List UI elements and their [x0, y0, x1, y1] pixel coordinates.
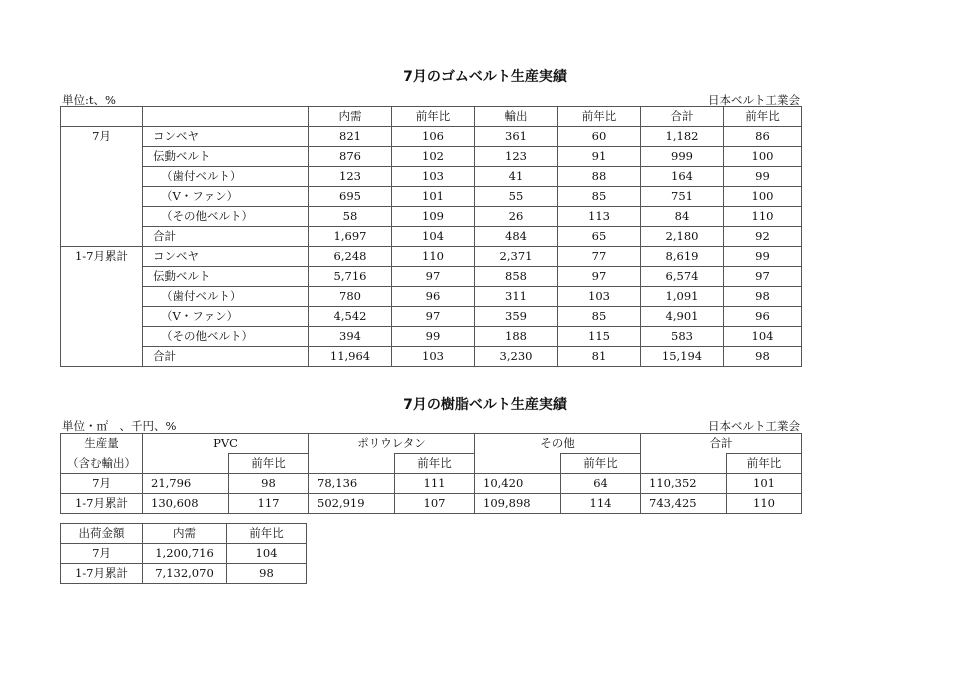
table-row: [61, 187, 802, 207]
table-row: [61, 267, 802, 287]
cell-value: 103: [392, 347, 475, 367]
table-row: [61, 167, 802, 187]
rubber-table: [60, 106, 802, 367]
resin-corner-1: 生産量: [61, 434, 143, 454]
period-label: [61, 347, 143, 367]
cell-value: 123: [309, 167, 392, 187]
table-row: [61, 207, 802, 227]
cell-value: 100: [724, 187, 802, 207]
col-header: 内需: [309, 107, 392, 127]
cell-value: 6,574: [641, 267, 724, 287]
sub-header: 前年比: [561, 454, 641, 474]
cell-value: 2,371: [475, 247, 558, 267]
cell-value: 1,200,716: [143, 544, 227, 564]
row-label: 伝動ベルト: [143, 267, 309, 287]
period-label: [61, 267, 143, 287]
cell-value: 103: [392, 167, 475, 187]
cell-value: 361: [475, 127, 558, 147]
col-header: 前年比: [558, 107, 641, 127]
row-label: （V・ファン）: [143, 187, 309, 207]
period-label: 1-7月累計: [61, 494, 143, 514]
cell-value: 58: [309, 207, 392, 227]
cell-value: 858: [475, 267, 558, 287]
resin-header-row-1: [61, 434, 802, 454]
cell-value: 98: [724, 287, 802, 307]
cell-value: 123: [475, 147, 558, 167]
table-row: [61, 227, 802, 247]
cell-value: 91: [558, 147, 641, 167]
cell-value: 103: [558, 287, 641, 307]
sub-header: 前年比: [229, 454, 309, 474]
resin-table: [60, 433, 802, 514]
row-label: （V・ファン）: [143, 307, 309, 327]
period-label: [61, 227, 143, 247]
cell-value: 695: [309, 187, 392, 207]
resin-org: 日本ベルト工業会: [708, 419, 800, 433]
cell-value: 743,425: [641, 494, 727, 514]
col-header: 出荷金額: [61, 524, 143, 544]
sub-header: 前年比: [395, 454, 475, 474]
cell-value: 751: [641, 187, 724, 207]
cell-value: 98: [229, 474, 309, 494]
resin-unit: 単位・㎡ 、千円、%: [62, 419, 177, 433]
sub-header: 前年比: [727, 454, 802, 474]
rubber-unit: 単位:t、%: [62, 93, 116, 107]
cell-value: 100: [724, 147, 802, 167]
period-label: [61, 327, 143, 347]
cell-value: 101: [392, 187, 475, 207]
row-label: 合計: [143, 347, 309, 367]
cell-value: 111: [395, 474, 475, 494]
cell-value: 4,901: [641, 307, 724, 327]
cat-header-pvc: PVC: [143, 434, 309, 454]
period-label: 1-7月累計: [61, 247, 143, 267]
cell-value: 77: [558, 247, 641, 267]
col-header: 前年比: [392, 107, 475, 127]
cell-value: 92: [724, 227, 802, 247]
cell-value: 130,608: [143, 494, 229, 514]
period-label: [61, 307, 143, 327]
cell-value: 96: [392, 287, 475, 307]
cell-value: 97: [724, 267, 802, 287]
cell-value: 10,420: [475, 474, 561, 494]
cell-value: 97: [392, 267, 475, 287]
period-label: [61, 167, 143, 187]
rubber-header-row: [61, 107, 802, 127]
cell-value: 81: [558, 347, 641, 367]
cell-value: 115: [558, 327, 641, 347]
cell-value: 780: [309, 287, 392, 307]
table-row: [61, 474, 802, 494]
cell-value: 104: [392, 227, 475, 247]
cell-value: 8,619: [641, 247, 724, 267]
cell-value: 876: [309, 147, 392, 167]
row-label: （その他ベルト）: [143, 327, 309, 347]
cell-value: 502,919: [309, 494, 395, 514]
table-row: [61, 494, 802, 514]
rubber-org: 日本ベルト工業会: [708, 93, 800, 107]
cell-value: 6,248: [309, 247, 392, 267]
cell-value: 188: [475, 327, 558, 347]
cell-value: 26: [475, 207, 558, 227]
cell-value: 86: [724, 127, 802, 147]
cell-value: 110: [392, 247, 475, 267]
cell-value: 3,230: [475, 347, 558, 367]
period-label: [61, 207, 143, 227]
row-label: （その他ベルト）: [143, 207, 309, 227]
table-row: [61, 544, 307, 564]
cell-value: 106: [392, 127, 475, 147]
col-header: 内需: [143, 524, 227, 544]
cell-value: 102: [392, 147, 475, 167]
cell-value: 109,898: [475, 494, 561, 514]
cell-value: 113: [558, 207, 641, 227]
cell-value: 55: [475, 187, 558, 207]
cell-value: 97: [558, 267, 641, 287]
table-row: [61, 327, 802, 347]
period-label: [61, 287, 143, 307]
row-label: コンベヤ: [143, 247, 309, 267]
period-label: 7月: [61, 474, 143, 494]
period-label: 7月: [61, 544, 143, 564]
cell-value: 88: [558, 167, 641, 187]
table-row: [61, 147, 802, 167]
cell-value: 96: [724, 307, 802, 327]
cell-value: 109: [392, 207, 475, 227]
period-label: [61, 187, 143, 207]
cell-value: 15,194: [641, 347, 724, 367]
cat-header-polyurethane: ポリウレタン: [309, 434, 475, 454]
cell-value: 97: [392, 307, 475, 327]
table-row: [61, 347, 802, 367]
resin-corner-2: （含む輸出）: [61, 454, 143, 474]
cell-value: 101: [727, 474, 802, 494]
table-row: [61, 307, 802, 327]
row-label: （歯付ベルト）: [143, 287, 309, 307]
cell-value: 999: [641, 147, 724, 167]
col-header: 前年比: [227, 524, 307, 544]
cell-value: 84: [641, 207, 724, 227]
cell-value: 21,796: [143, 474, 229, 494]
cell-value: 110,352: [641, 474, 727, 494]
table-row: [61, 287, 802, 307]
col-header: 前年比: [724, 107, 802, 127]
cell-value: 484: [475, 227, 558, 247]
cat-header-total: 合計: [641, 434, 802, 454]
cell-value: 5,716: [309, 267, 392, 287]
cell-value: 114: [561, 494, 641, 514]
cell-value: 821: [309, 127, 392, 147]
cell-value: 583: [641, 327, 724, 347]
cell-value: 1,091: [641, 287, 724, 307]
cell-value: 11,964: [309, 347, 392, 367]
period-label: [61, 147, 143, 167]
cell-value: 1,182: [641, 127, 724, 147]
cell-value: 164: [641, 167, 724, 187]
cell-value: 7,132,070: [143, 564, 227, 584]
table-row: [61, 247, 802, 267]
row-label: 合計: [143, 227, 309, 247]
cell-value: 41: [475, 167, 558, 187]
cell-value: 107: [395, 494, 475, 514]
rubber-title: 7月のゴムベルト生産実績: [403, 69, 567, 85]
cell-value: 85: [558, 307, 641, 327]
cell-value: 60: [558, 127, 641, 147]
cell-value: 4,542: [309, 307, 392, 327]
row-label: （歯付ベルト）: [143, 167, 309, 187]
cell-value: 78,136: [309, 474, 395, 494]
cell-value: 64: [561, 474, 641, 494]
row-label: 伝動ベルト: [143, 147, 309, 167]
cell-value: 359: [475, 307, 558, 327]
period-label: 1-7月累計: [61, 564, 143, 584]
cell-value: 99: [724, 167, 802, 187]
cell-value: 394: [309, 327, 392, 347]
period-label: 7月: [61, 127, 143, 147]
cell-value: 85: [558, 187, 641, 207]
cell-value: 117: [229, 494, 309, 514]
cell-value: 311: [475, 287, 558, 307]
table-row: [61, 564, 307, 584]
cell-value: 110: [724, 207, 802, 227]
cell-value: 110: [727, 494, 802, 514]
cell-value: 2,180: [641, 227, 724, 247]
table-row: [61, 127, 802, 147]
col-header: 輸出: [475, 107, 558, 127]
cell-value: 104: [724, 327, 802, 347]
cell-value: 98: [227, 564, 307, 584]
row-label: コンベヤ: [143, 127, 309, 147]
resin-title: 7月の樹脂ベルト生産実績: [403, 397, 567, 413]
cell-value: 98: [724, 347, 802, 367]
cell-value: 1,697: [309, 227, 392, 247]
cat-header-other: その他: [475, 434, 641, 454]
resin-header-row-2: [61, 454, 802, 474]
cell-value: 104: [227, 544, 307, 564]
cell-value: 99: [724, 247, 802, 267]
shipment-table: [60, 523, 307, 584]
col-header: 合計: [641, 107, 724, 127]
cell-value: 65: [558, 227, 641, 247]
cell-value: 99: [392, 327, 475, 347]
shipment-header-row: [61, 524, 307, 544]
